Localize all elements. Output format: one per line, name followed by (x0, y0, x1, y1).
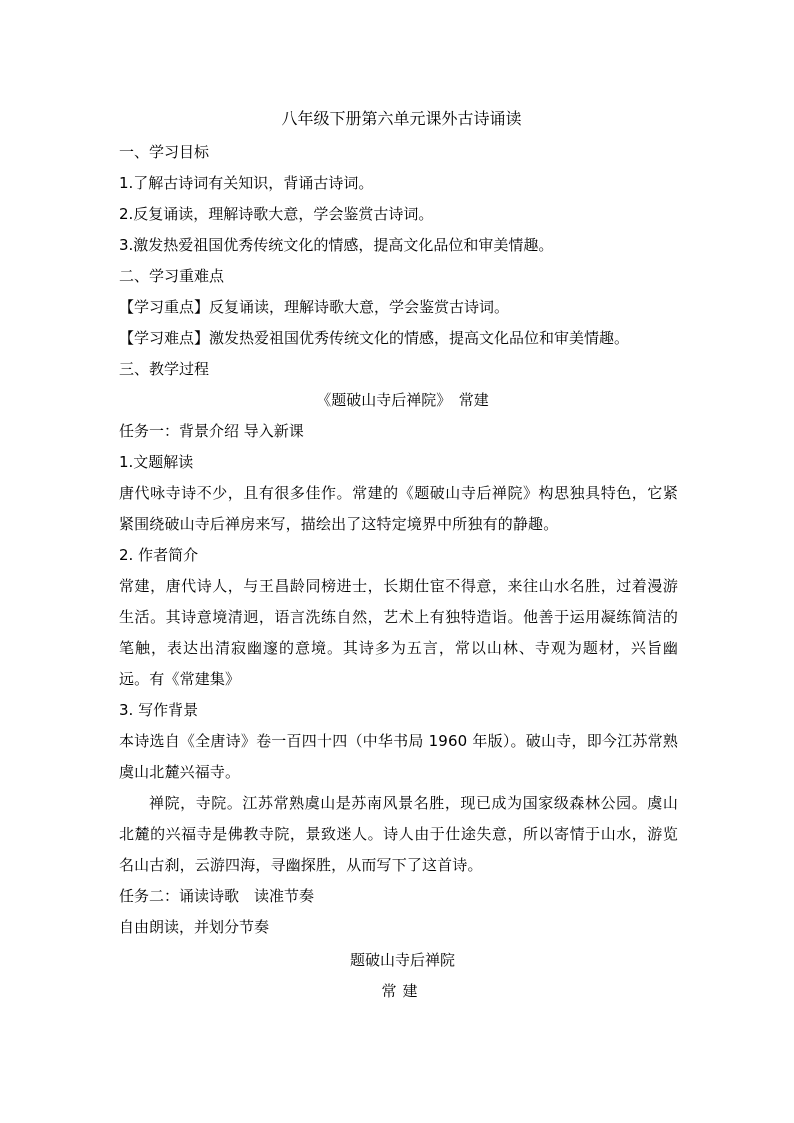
paragraph-background-detail: 禅院，寺院。江苏常熟虞山是苏南风景名胜，现已成为国家级森林公园。虞山北麓的兴福寺是佛教寺院，景致迷人。诗人由于仕途失意，所以寄情于山水，游览名山古刹，云游四海，寻幽探胜，从而写下了这首诗。 (119, 794, 678, 874)
key-point-line (119, 292, 678, 323)
poem-title: 题破山寺后禅院 (349, 951, 455, 969)
key-point-text: 反复诵读，理解诗歌大意，学会鉴赏古诗词。 (209, 298, 510, 316)
reading-instruction: 自由朗读，并划分节奏 (119, 918, 270, 936)
paragraph-author: 常建，唐代诗人，与王昌龄同榜进士，长期仕宦不得意，来往山水名胜，过着漫游生活。其诗意境清迥，语言洗练自然，艺术上有独特造诣。他善于运用凝练简洁的笔触，表达出清寂幽邃的意境。其诗多为五言，常以山林、寺观为题材，兴旨幽远。有《常建集》 (119, 577, 678, 688)
difficulty-line (119, 323, 678, 354)
subheading-title-reading: 1.文题解读 (119, 453, 194, 471)
paragraph-background-source: 本诗选自《全唐诗》卷一百四十四（中华书局 1960 年版）。破山寺，即今江苏常熟虞山北麓兴福寺。 (119, 732, 678, 781)
paragraph-title-reading: 唐代咏寺诗不少，且有很多佳作。常建的《题破山寺后禅院》构思独具特色，它紧紧围绕破山寺后禅房来写，描绘出了这特定境界中所独有的静趣。 (119, 484, 678, 533)
section-heading-goals: 一、学习目标 (119, 143, 210, 161)
subheading-author: 2. 作者简介 (119, 546, 199, 564)
goal-item-1: 1.了解古诗词有关知识，背诵古诗词。 (119, 174, 374, 192)
task-1-heading: 任务一：背景介绍 导入新课 (119, 422, 304, 440)
goal-item-2: 2.反复诵读，理解诗歌大意，学会鉴赏古诗词。 (119, 205, 434, 223)
goal-item-3: 3.激发热爱祖国优秀传统文化的情感，提高文化品位和审美情趣。 (119, 236, 554, 254)
key-point-label: 【学习重点】 (119, 298, 210, 316)
poem-header: 《题破山寺后禅院》 常建 (316, 391, 489, 409)
section-heading-process: 三、教学过程 (119, 360, 210, 378)
task-2-heading: 任务二：诵读诗歌 读准节奏 (119, 887, 315, 905)
difficulty-label: 【学习难点】 (119, 329, 210, 347)
document-title: 八年级下册第六单元课外古诗诵读 (281, 109, 522, 128)
subheading-background: 3. 写作背景 (119, 701, 199, 719)
difficulty-text: 激发热爱祖国优秀传统文化的情感，提高文化品位和审美情趣。 (209, 329, 630, 347)
section-heading-key-points: 二、学习重难点 (119, 267, 225, 285)
poem-author: 常建 (381, 982, 424, 1000)
